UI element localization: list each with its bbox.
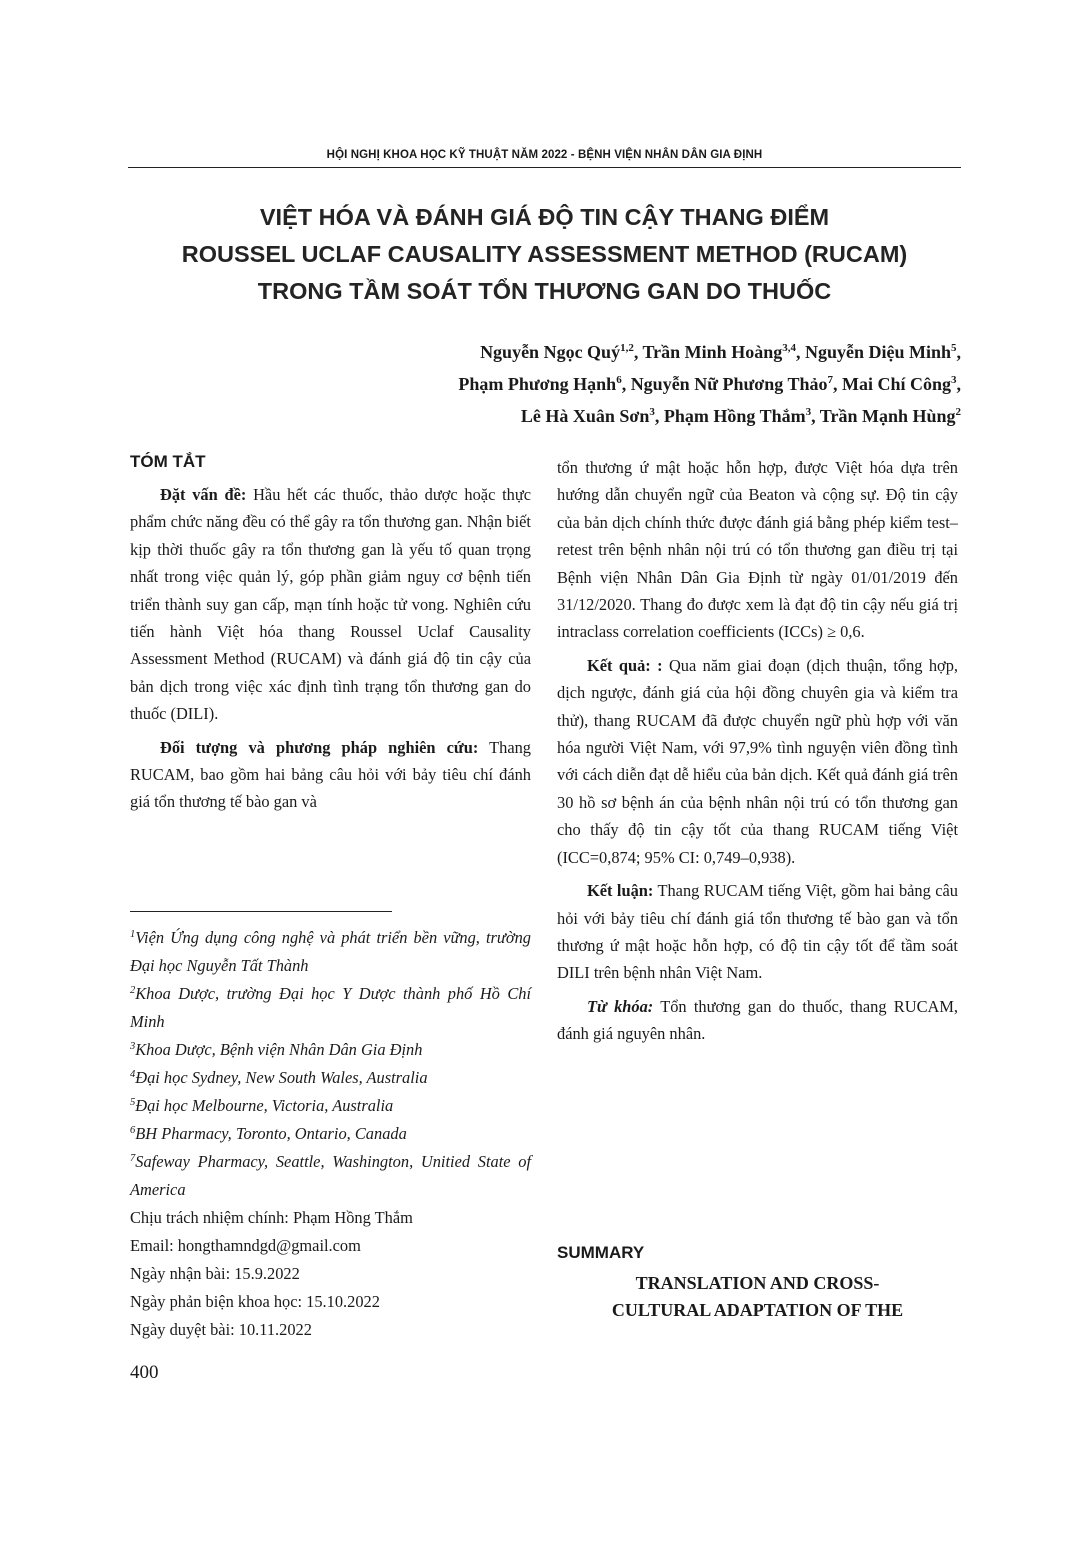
affiliation-note: $^1$Viện Ứng dụng công nghệ và phát triển bền vững, trường Đại học Nguyễn Tất Thành	[130, 928, 531, 975]
email: Email: hongthamndgd@gmail.com	[130, 1236, 361, 1255]
section-label: Kết luận:	[587, 881, 654, 901]
author-name: Mai Chí Công	[841, 374, 951, 394]
author-affiliation: 5	[951, 342, 957, 354]
title-line: VIỆT HÓA VÀ ĐÁNH GIÁ ĐỘ TIN CẬY THANG ĐIỂM	[259, 204, 830, 230]
author-name: Nguyễn Ngọc Quý	[480, 342, 621, 362]
author-line: Phạm Phương Hạnh$^6$, Nguyễn Nữ Phương Thảo$^7$, Mai Chí Công$^3$,	[458, 374, 961, 394]
author-name: Trần Mạnh Hùng	[819, 406, 956, 426]
keywords	[557, 993, 958, 1048]
author-name: Phạm Hồng Thắm	[663, 406, 806, 426]
section-text: Thang RUCAM tiếng Việt, gồm hai bảng câu hỏi với bảy tiêu chí đánh giá tổn thương tế bào gan và tổn thương ứ mật hoặc hỗn hợp, có độ tin cậy tốt để tầm soát DILI trên bệnh nhân Việt Nam.	[557, 881, 958, 983]
author-affiliation: 2	[955, 406, 961, 418]
abstract-column-left	[130, 481, 531, 822]
abstract-conclusion	[557, 877, 958, 987]
section-text: Hầu hết các thuốc, thảo dược hoặc thực phẩm chức năng đều có thể gây ra tổn thương gan. Nhận biết kịp thời thuốc gây ra tổn thương gan là yếu tố quan trọng nhất trong việc quản lý, góp phần giảm nguy cơ bệnh tiến triển thành suy gan cấp, mạn tính hoặc tử vong. Nghiên cứu tiến hành Việt hóa thang Roussel Uclaf Causality Assessment Method (RUCAM) và đánh giá độ tin cậy của bản dịch trong việc xác định tình trạng tổn thương gan do thuốc (DILI).	[130, 485, 531, 724]
footnotes	[130, 924, 531, 1344]
section-text: Thang RUCAM, bao gồm hai bảng câu hỏi với bảy tiêu chí đánh giá tổn thương tế bào gan và	[130, 737, 531, 812]
header-rule	[128, 167, 961, 168]
author-line: Lê Hà Xuân Sơn$^3$, Phạm Hồng Thắm$^3$, Trần Mạnh Hùng$^2$	[520, 406, 961, 426]
author-name: Lê Hà Xuân Sơn	[520, 406, 650, 426]
date-accepted: Ngày duyệt bài: 10.11.2022	[130, 1320, 312, 1339]
abstract-methods	[130, 734, 531, 816]
abstract-background	[130, 481, 531, 728]
title-line: TRONG TẦM SOÁT TỔN THƯƠNG GAN DO THUỐC	[257, 278, 832, 304]
affiliation-note: $^7$Safeway Pharmacy, Seattle, Washington, Unitied State of America	[130, 1152, 531, 1199]
section-label: Kết quả: :	[587, 655, 663, 675]
section-label: Đối tượng và phương pháp nghiên cứu:	[160, 737, 479, 757]
author-name: Phạm Phương Hạnh	[458, 374, 617, 394]
summary-heading: SUMMARY	[557, 1243, 645, 1262]
affiliation-note: $^3$Khoa Dược, Bệnh viện Nhân Dân Gia Định	[130, 1040, 423, 1059]
author-list	[300, 336, 961, 432]
affiliation-note: $^5$Đại học Melbourne, Victoria, Australia	[130, 1096, 394, 1115]
author-affiliation: 3,4	[782, 342, 796, 354]
running-header: HỘI NGHỊ KHOA HỌC KỸ THUẬT NĂM 2022 - BỆNH VIỆN NHÂN DÂN GIA ĐỊNH	[326, 149, 763, 161]
author-name: Nguyễn Diệu Minh	[804, 342, 951, 362]
summary-title	[557, 1270, 958, 1324]
title-line: ROUSSEL UCLAF CAUSALITY ASSESSMENT METHOD (RUCAM)	[181, 241, 908, 267]
section-label: Đặt vấn đề:	[160, 485, 247, 504]
section-text: Qua năm giai đoạn (dịch thuận, tổng hợp, dịch ngược, đánh giá của hội đồng chuyên gia và kiểm tra thử), thang RUCAM đã được chuyển ngữ phù hợp với văn hóa người Việt Nam, với 97,9% tình nguyện viên đồng tình với cách diễn đạt dễ hiểu của bản dịch. Kết quả đánh giá trên 30 hồ sơ bệnh án của bệnh nhân nội trú có tổn thương gan cho thấy độ tin cậy tốt của thang RUCAM tiếng Việt (ICC=0,874; 95% CI: 0,749–0,938).	[557, 655, 958, 867]
affiliation-note: $^6$BH Pharmacy, Toronto, Ontario, Canada	[130, 1124, 407, 1143]
author-affiliation: 3	[951, 374, 957, 386]
section-label: Từ khóa:	[587, 996, 654, 1016]
author-name: Trần Minh Hoàng	[642, 342, 783, 362]
author-affiliation: 6	[616, 374, 622, 386]
date-received: Ngày nhận bài: 15.9.2022	[130, 1264, 300, 1283]
author-affiliation: 1,2	[620, 342, 634, 354]
article-title	[128, 199, 961, 310]
affiliation-note: $^4$Đại học Sydney, New South Wales, Australia	[130, 1068, 428, 1087]
author-line: Nguyễn Ngọc Quý$^{1,2}$, Trần Minh Hoàng$^{3,4}$, Nguyễn Diệu Minh$^5$,	[480, 342, 961, 362]
author-affiliation: 7	[827, 374, 833, 386]
abstract-methods-continued: tổn thương ứ mật hoặc hỗn hợp, được Việt hóa dựa trên hướng dẫn chuyển ngữ của Beaton và cộng sự. Độ tin cậy của bản dịch chính thức được đánh giá bằng phép kiểm test–retest trên bệnh nhân nội trú có tổn thương gan điều trị tại Bệnh viện Nhân Dân Gia Định từ ngày 01/01/2019 đến 31/12/2020. Thang đo được xem là đạt độ tin cậy nếu giá trị intraclass correlation coefficients (ICCs) ≥ 0,6.	[557, 458, 958, 642]
abstract-heading: TÓM TẮT	[130, 452, 206, 471]
abstract-results	[557, 652, 958, 871]
footnote-rule	[130, 911, 392, 912]
author-affiliation: 3	[649, 406, 655, 418]
summary-title-line: CULTURAL ADAPTATION OF THE	[611, 1300, 904, 1320]
page-number: 400	[130, 1362, 159, 1383]
author-affiliation: 3	[805, 406, 812, 418]
summary-title-line: TRANSLATION AND CROSS-	[635, 1273, 880, 1293]
corresponding-author: Chịu trách nhiệm chính: Phạm Hồng Thắm	[130, 1208, 413, 1227]
affiliation-note: $^2$Khoa Dược, trường Đại học Y Dược thành phố Hồ Chí Minh	[130, 984, 531, 1031]
date-reviewed: Ngày phản biện khoa học: 15.10.2022	[130, 1292, 380, 1311]
author-name: Nguyễn Nữ Phương Thảo	[630, 374, 828, 394]
section-text: Tổn thương gan do thuốc, thang RUCAM, đánh giá nguyên nhân.	[557, 996, 959, 1044]
abstract-column-right	[557, 454, 958, 1054]
